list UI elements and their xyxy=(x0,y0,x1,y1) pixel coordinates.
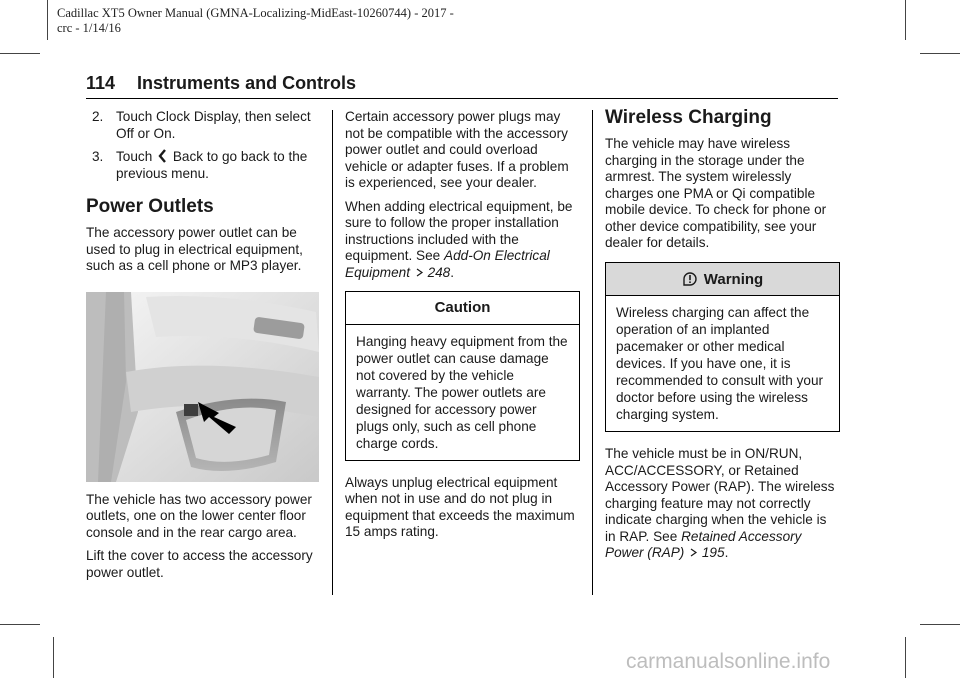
period: . xyxy=(450,264,455,280)
section-heading-power-outlets: Power Outlets xyxy=(86,196,214,217)
caution-title: Caution xyxy=(346,292,579,325)
caution-box xyxy=(345,291,580,461)
step-text-pre: Touch xyxy=(116,149,153,164)
paragraph-text: The vehicle must be in ON/RUN, ACC/ACCESSORY, or Retained Accessory Power (RAP). The wireless charging feature may not correctly indicate charging when the vehicle is in RAP. See xyxy=(605,446,835,544)
paragraph: Lift the cover to access the accessory power outlet. xyxy=(86,548,313,580)
crop-mark xyxy=(920,53,960,54)
step-text: Touch Clock Display, then select Off or On. xyxy=(116,109,311,141)
print-header-line2: crc - 1/14/16 xyxy=(57,21,121,35)
page-number: 114 xyxy=(86,73,116,93)
paragraph: The vehicle may have wireless charging in the storage under the armrest. The system wirelessly charges one PMA or Qi compatible mobile device. To check for phone or other device compatibility, see your dealer for details. xyxy=(605,136,827,250)
column-divider xyxy=(592,110,593,595)
warning-header xyxy=(606,263,839,297)
column-divider xyxy=(332,110,333,595)
column-2 xyxy=(345,109,580,548)
list-item xyxy=(86,149,321,182)
crop-mark xyxy=(0,624,40,625)
paragraph xyxy=(605,446,840,562)
page-ref-arrow-icon xyxy=(690,548,698,557)
step-text xyxy=(116,149,321,182)
section-title: Instruments and Controls xyxy=(137,73,357,93)
section-heading-wireless-charging: Wireless Charging xyxy=(605,107,772,128)
column-1 xyxy=(86,109,321,588)
paragraph-text: When adding electrical equipment, be sure to follow the proper installation instructions included with the equipment. See xyxy=(345,198,573,263)
page-reference[interactable]: 195 xyxy=(701,545,725,560)
step-number: 3. xyxy=(92,149,104,164)
cross-reference-link[interactable]: Add-On Electrical Equipment xyxy=(345,248,550,280)
paragraph: Certain accessory power plugs may not be compatible with the accessory power outlet and could overload vehicle or adapter fuses. If a problem is experienced, see your dealer. xyxy=(345,109,569,190)
period: . xyxy=(724,545,729,560)
print-header xyxy=(57,6,454,36)
page-ref-arrow-icon xyxy=(416,268,424,277)
crop-mark xyxy=(53,637,54,678)
power-outlet-photo xyxy=(86,292,319,482)
step-number: 2. xyxy=(92,109,104,124)
paragraph: The vehicle has two accessory power outlets, one on the lower center floor console and in the rear cargo area. xyxy=(86,491,312,540)
crop-mark xyxy=(920,624,960,625)
cross-reference-link[interactable]: Retained Accessory Power (RAP) xyxy=(605,528,802,560)
step-text-post: Back to go back to the previous menu. xyxy=(116,149,308,181)
page-reference[interactable]: 248 xyxy=(427,264,451,280)
warning-text: Wireless charging can affect the operation of an implanted pacemaker or other medical devices. If you have one, it is recommended to consult with your doctor before using the wireless charging system. xyxy=(616,305,824,422)
crop-mark xyxy=(0,53,40,54)
crop-mark xyxy=(905,637,906,678)
paragraph xyxy=(345,199,580,282)
crop-mark xyxy=(47,0,48,40)
list-item xyxy=(86,109,321,142)
paragraph: Always unplug electrical equipment when not in use and do not plug in equipment that exceeds the maximum 15 amps rating. xyxy=(345,474,575,539)
caution-text: Hanging heavy equipment from the power outlet can cause damage not covered by the vehicle warranty. The power outlets are designed for accessory power plugs only, such as cell phone charge cords. xyxy=(356,333,568,451)
watermark: carmanualsonline.info xyxy=(626,650,831,673)
power-outlet-illustration xyxy=(86,292,319,482)
warning-title: Warning xyxy=(703,270,764,288)
paragraph: The accessory power outlet can be used to plug in electrical equipment, such as a cell phone or MP3 player. xyxy=(86,225,303,273)
crop-mark xyxy=(905,0,906,40)
back-chevron-icon xyxy=(158,149,167,163)
page-heading xyxy=(86,71,838,99)
column-3 xyxy=(605,107,840,569)
print-header-line1: Cadillac XT5 Owner Manual (GMNA-Localizing-MidEast-10260744) - 2017 - xyxy=(57,6,454,20)
warning-symbol-icon xyxy=(682,271,698,287)
warning-box xyxy=(605,262,840,433)
